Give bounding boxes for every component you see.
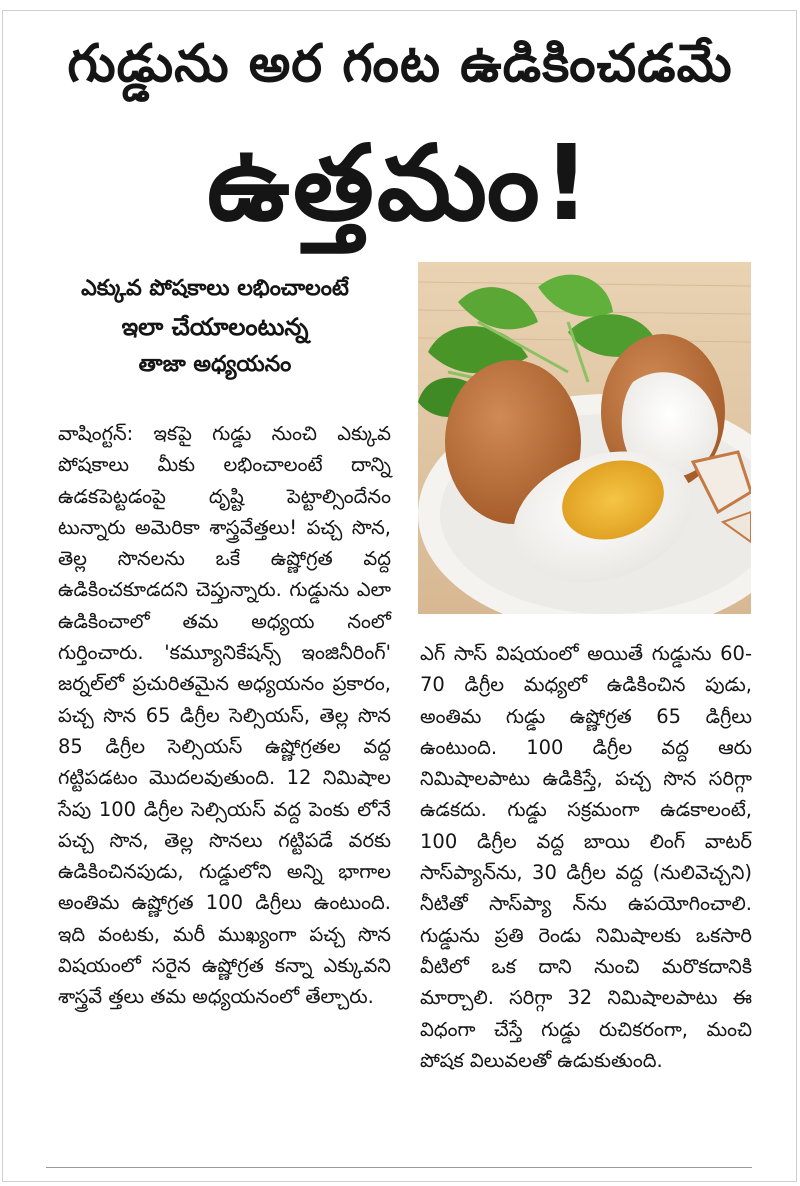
boiled-eggs-photo-svg bbox=[418, 262, 751, 614]
headline-line-2: ఉత్తమం! bbox=[206, 122, 594, 244]
bottom-divider bbox=[46, 1167, 752, 1168]
subheading bbox=[40, 270, 390, 384]
subheading-line-3: తాజా అధ్యయనం bbox=[138, 352, 292, 377]
headline-line-1: గుడ్డును అర గంట ఉడికించడమే bbox=[67, 34, 733, 94]
subheading-line-1: ఎక్కువ పోషకాలు లభించాలంటే bbox=[81, 276, 349, 301]
article-body-right-column: ఎగ్ సాస్ విషయంలో అయితే గుడ్డును 60-70 డిగ్రీల మధ్యలో ఉడికించిన పుడు, అంతిమ గుడ్డు ఉష్ణోగ్రత 65 డిగ్రీలు ఉంటుంది. 100 డిగ్రీల వద్ద ఆరు నిమిషాలపాటు ఉడికిస్తే, పచ్చ సొన సరిగ్గా ఉడకదు. గుడ్డు సక్రమంగా ఉడకాలంటే, 100 డిగ్రీల వద్ద బాయి లింగ్ వాటర్ సాస్‌ప్యాన్‌ను, 30 డిగ్రీల వద్ద (నులివెచ్చని) నీటితో సాస్‌ప్యా న్‌ను ఉపయోగించాలి. గుడ్డును ప్రతి రెండు నిమిషాలకు ఒకసారి వీటిలో ఒక దాని నుంచి మరొకదానికి మార్చాలి. సరిగ్గా 32 నిమిషాలపాటు ఈ విధంగా చేస్తే గుడ్డు రుచికరంగా, మంచి పోషక విలువలతో ఉడుకుతుంది. bbox=[420, 642, 752, 1072]
subheading-line-2: ఇలా చేయాలంటున్న bbox=[121, 313, 309, 341]
article-body-left-column: వాషింగ్టన్: ఇకపై గుడ్డు నుంచి ఎక్కువ పోషకాలు మీకు లభించాలంటే దాన్ని ఉడకపెట్టడంపై దృష్టి పెట్టాల్సిందేనం టున్నారు అమెరికా శాస్త్రవేత్తలు! పచ్చ సొన, తెల్ల సొనలను ఒకే ఉష్ణోగ్రత వద్ద ఉడికించకూడదని చెప్తున్నారు. గుడ్డును ఎలా ఉడికించాలో తమ అధ్యయ నంలో గుర్తించారు. 'కమ్యూనికేషన్స్ ఇంజినీరింగ్' జర్నల్‌లో ప్రచురితమైన అధ్యయనం ప్రకారం, పచ్చ సొన 65 డిగ్రీల సెల్సియస్, తెల్ల సొన 85 డిగ్రీల సెల్సియస్ ఉష్ణోగ్రతల వద్ద గట్టిపడటం మొదలవుతుంది. 12 నిమిషాల సేపు 100 డిగ్రీల సెల్సియస్ వద్ద పెంకు లోనే పచ్చ సొన, తెల్ల సొనలు గట్టిపడే వరకు ఉడికించినపుడు, గుడ్డులోని అన్ని భాగాల అంతిమ ఉష్ణోగ్రత 100 డిగ్రీలు ఉంటుంది. ఇది వంటకు, మరీ ముఖ్యంగా పచ్చ సొన విషయంలో సరైన ఉష్ణోగ్రత కన్నా ఎక్కువని శాస్త్రవే త్తలు తమ అధ్యయనంలో తేల్చారు. bbox=[58, 422, 391, 1009]
boiled-eggs-photo bbox=[418, 262, 751, 614]
